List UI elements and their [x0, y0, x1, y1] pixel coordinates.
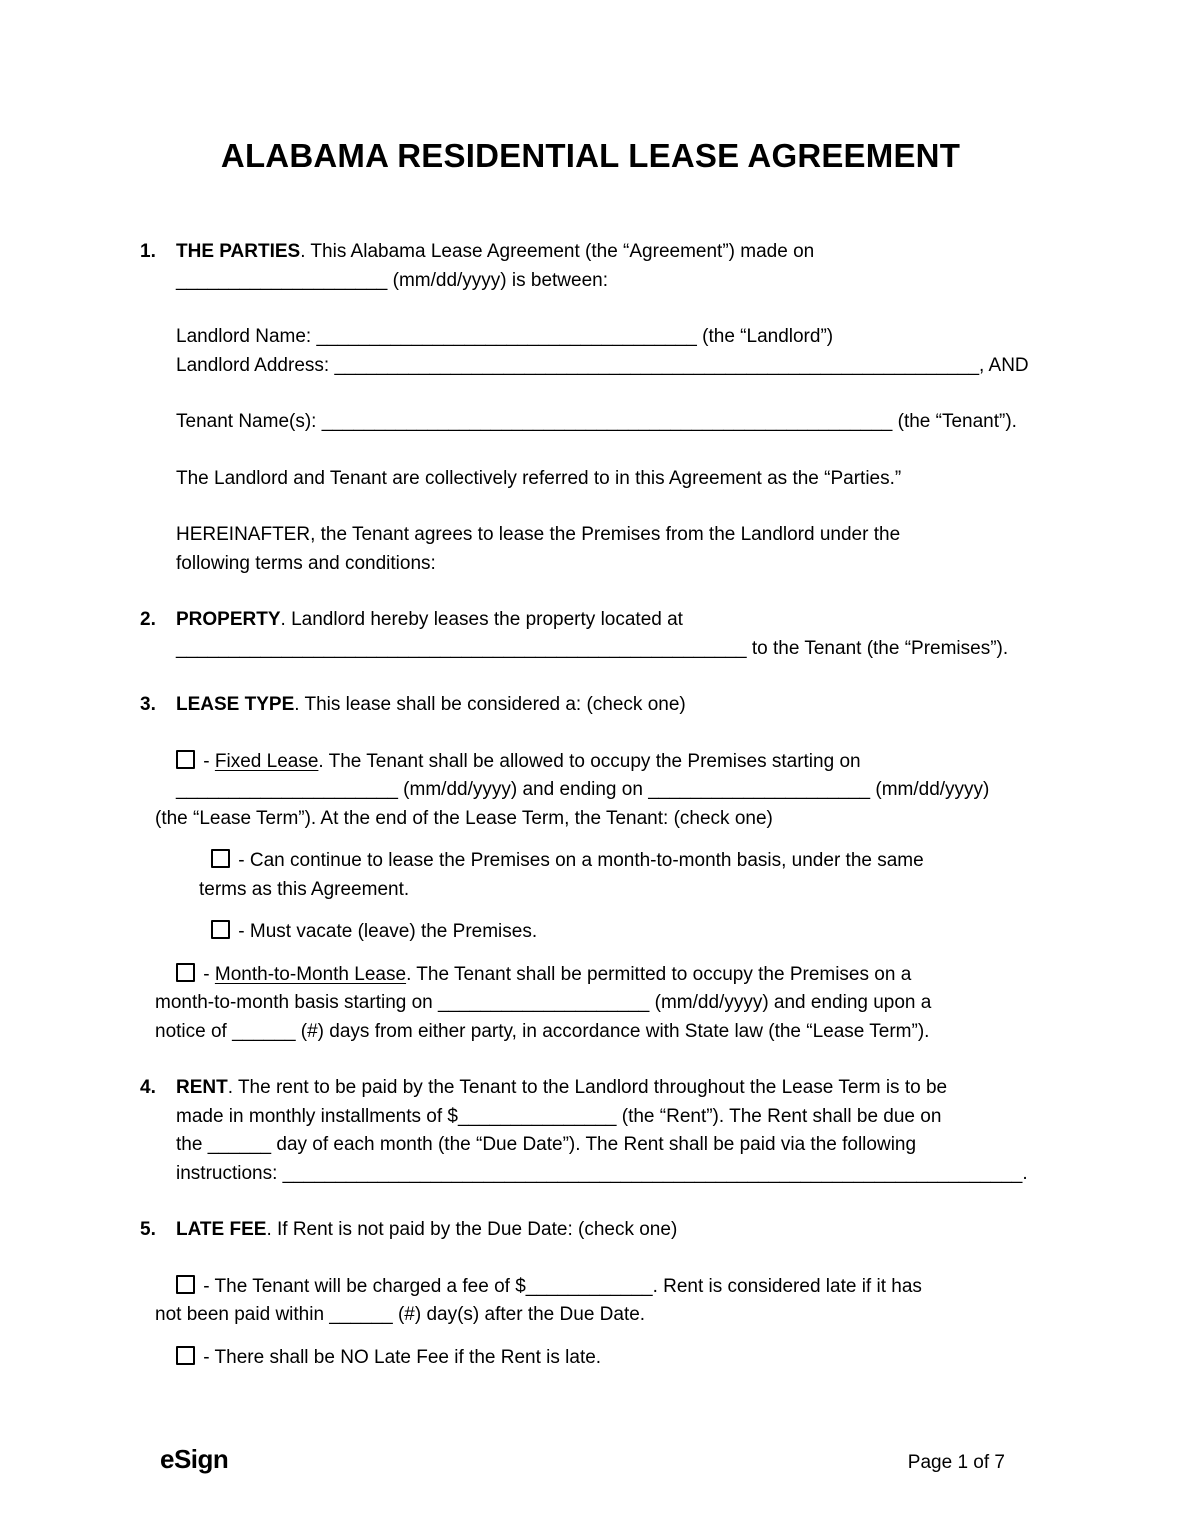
text-run: terms as this Agreement. [199, 878, 410, 900]
landlord-info [140, 323, 1041, 380]
document-body [140, 238, 1041, 1372]
text-run: ______________________________________________________ to the Tenant (the “Premises”). [176, 637, 1009, 659]
text-line [176, 606, 1041, 635]
late-fee-charged-option [140, 1273, 1041, 1330]
text-run: - Must vacate (leave) the Premises. [233, 921, 538, 942]
text-run: _____________________ (mm/dd/yyyy) and ending on _____________________ (mm/dd/yyyy) [176, 779, 990, 800]
text-run: instructions: ______________________________________________________________________. [176, 1162, 1028, 1184]
text-line [176, 238, 1041, 267]
tenant-info [140, 408, 1041, 437]
text-line [176, 1273, 1041, 1302]
text-run: notice of ______ (#) days from either party, in accordance with State law (the “Lease Term”). [155, 1020, 930, 1042]
fixed-lease-continue-option [140, 847, 1041, 904]
text-run: RENT [176, 1077, 228, 1098]
text-line [176, 1074, 1041, 1103]
text-run: . The Tenant shall be permitted to occupy the Premises on a [406, 963, 912, 985]
text-line [176, 267, 1041, 296]
text-run: not been paid within ______ (#) day(s) after the Due Date. [155, 1304, 646, 1325]
checkbox-icon[interactable] [211, 849, 230, 868]
month-to-month-option [140, 961, 1041, 1047]
text-run: . Landlord hereby leases the property located at [280, 609, 683, 630]
page-number: Page 1 of 7 [907, 1452, 1005, 1473]
text-run: - The Tenant will be charged a fee of $____________. Rent is considered late if it has [198, 1275, 922, 1297]
text-run: . If Rent is not paid by the Due Date: (check one) [266, 1219, 678, 1240]
parties-clause [140, 465, 1041, 494]
section-number: 1. [140, 241, 156, 262]
text-run: LATE FEE [176, 1219, 267, 1240]
text-run: Month-to-Month Lease [214, 963, 407, 985]
text-run: - There shall be NO Late Fee if the Rent is late. [198, 1346, 602, 1368]
text-run: . This Alabama Lease Agreement (the “Agreement”) made on [300, 241, 815, 262]
section-2-property [140, 606, 1041, 663]
text-run: HEREINAFTER, the Tenant agrees to lease the Premises from the Landlord under the [176, 524, 901, 545]
section-1-the-parties [140, 238, 1041, 295]
text-run: LEASE TYPE [176, 694, 295, 715]
text-line [176, 1216, 1041, 1245]
checkbox-icon[interactable] [211, 920, 230, 939]
text-run: - Can continue to lease the Premises on a month-to-month basis, under the same [233, 850, 924, 871]
section-number: 4. [140, 1077, 156, 1098]
text-run: ____________________ (mm/dd/yyyy) is between: [176, 269, 609, 291]
text-run: following terms and conditions: [176, 552, 436, 574]
text-run: the ______ day of each month (the “Due Date”). The Rent shall be paid via the following [176, 1134, 917, 1155]
checkbox-icon[interactable] [176, 1346, 195, 1365]
text-line [155, 989, 1041, 1018]
text-run: Fixed Lease [214, 750, 319, 772]
text-line [176, 961, 1041, 990]
text-run: made in monthly installments of $_______________ (the “Rent”). The Rent shall be due on [176, 1105, 942, 1127]
text-line [176, 748, 1041, 777]
text-run: . This lease shall be considered a: (check one) [294, 694, 686, 715]
esign-logo: eSign [160, 1444, 229, 1474]
checkbox-icon[interactable] [176, 963, 195, 982]
text-line [176, 1103, 1041, 1132]
text-line [176, 776, 1041, 805]
checkbox-icon[interactable] [176, 750, 195, 769]
section-3-lease-type [140, 691, 1041, 720]
text-line [176, 550, 1041, 579]
section-number: 2. [140, 609, 156, 630]
text-run: - [198, 963, 215, 985]
section-5-late-fee [140, 1216, 1041, 1245]
text-line [211, 847, 1041, 876]
text-line [176, 465, 1041, 494]
text-run: The Landlord and Tenant are collectively referred to in this Agreement as the “Parties.” [176, 467, 902, 489]
section-number: 5. [140, 1219, 156, 1240]
text-run: THE PARTIES [176, 241, 301, 262]
text-line [176, 691, 1041, 720]
text-run: PROPERTY [176, 609, 281, 630]
text-line [176, 323, 1041, 352]
text-run: . The rent to be paid by the Tenant to the Landlord throughout the Lease Term is to be [227, 1077, 948, 1098]
text-run: Landlord Address: _____________________________________________________________, AND [176, 354, 1029, 376]
hereinafter-clause [140, 521, 1041, 578]
section-number: 3. [140, 694, 156, 715]
checkbox-icon[interactable] [176, 1275, 195, 1294]
document-title: ALABAMA RESIDENTIAL LEASE AGREEMENT [220, 137, 961, 174]
text-line [176, 352, 1041, 381]
text-line [211, 918, 1041, 947]
text-run: Tenant Name(s): ______________________________________________________ (the “Tenant”). [176, 411, 1017, 432]
section-4-rent [140, 1074, 1041, 1188]
text-line [176, 521, 1041, 550]
text-run: (the “Lease Term”). At the end of the Lease Term, the Tenant: (check one) [155, 807, 773, 829]
text-line [176, 635, 1041, 664]
text-line [176, 1344, 1041, 1373]
text-run: month-to-month basis starting on ____________________ (mm/dd/yyyy) and ending upon a [155, 992, 932, 1013]
text-line [155, 1301, 1041, 1330]
text-line [155, 805, 1041, 834]
text-run: Landlord Name: ____________________________________ (the “Landlord”) [176, 326, 834, 347]
text-line [176, 1160, 1041, 1189]
text-run: . The Tenant shall be allowed to occupy the Premises starting on [318, 750, 861, 772]
fixed-lease-option [140, 748, 1041, 834]
text-line [176, 408, 1041, 437]
page-footer [160, 1444, 1005, 1478]
text-line [176, 1131, 1041, 1160]
text-line [155, 1018, 1041, 1047]
text-line [199, 876, 1041, 905]
fixed-lease-vacate-option [140, 918, 1041, 947]
text-run: - [198, 750, 215, 772]
no-late-fee-option [140, 1344, 1041, 1373]
